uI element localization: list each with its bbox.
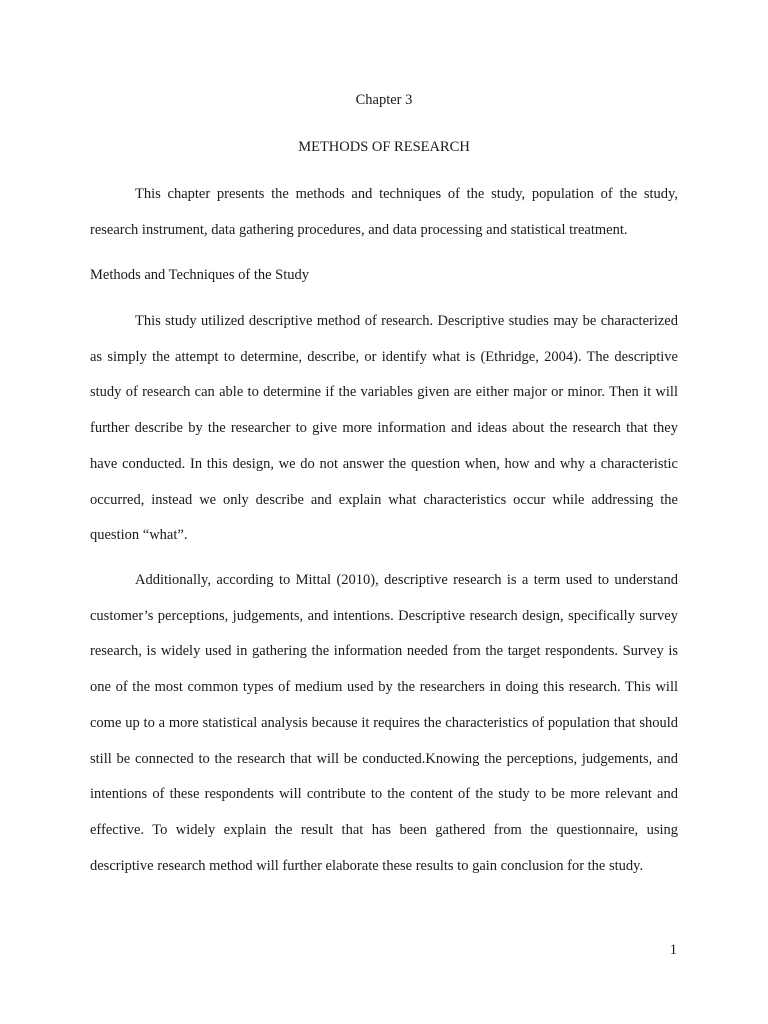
page-number: 1: [669, 942, 677, 958]
body-paragraph-additional: Additionally, according to Mittal (2010), descriptive research is a term used to understand customer’s perceptions, judgements, and intentions. Descriptive research design, specifically survey research, is widely used in gathering the information needed from the target respondents. Survey is one of the most common types of medium used by the researchers in doing this research. This will come up to a more statistical analysis because it requires the characteristics of population that should still be connected to the research that will be conducted.Knowing the perceptions, judgements, and intentions of these respondents will contribute to the content of the study to be more relevant and effective. To widely explain the result that has been gathered from the questionnaire, using descriptive research method will further elaborate these results to gain conclusion for the study.: [90, 572, 678, 874]
chapter-title: METHODS OF RESEARCH: [298, 139, 470, 155]
body-paragraph-methods: This study utilized descriptive method of research. Descriptive studies may be characterized as simply the attempt to determine, describe, or identify what is (Ethridge, 2004). The descriptive study of research can able to determine if the variables given are either major or minor. Then it will further describe by the researcher to give more information and ideas about the research that they have conducted. In this design, we do not answer the question when, how and why a characteristic occurred, instead we only describe and explain what characteristics occur while addressing the question “what”.: [90, 313, 678, 544]
intro-paragraph: This chapter presents the methods and techniques of the study, population of the study, research instrument, data gathering procedures, and data processing and statistical treatment.: [90, 186, 678, 238]
section-heading: Methods and Techniques of the Study: [90, 267, 310, 283]
chapter-label: Chapter 3: [355, 92, 413, 108]
